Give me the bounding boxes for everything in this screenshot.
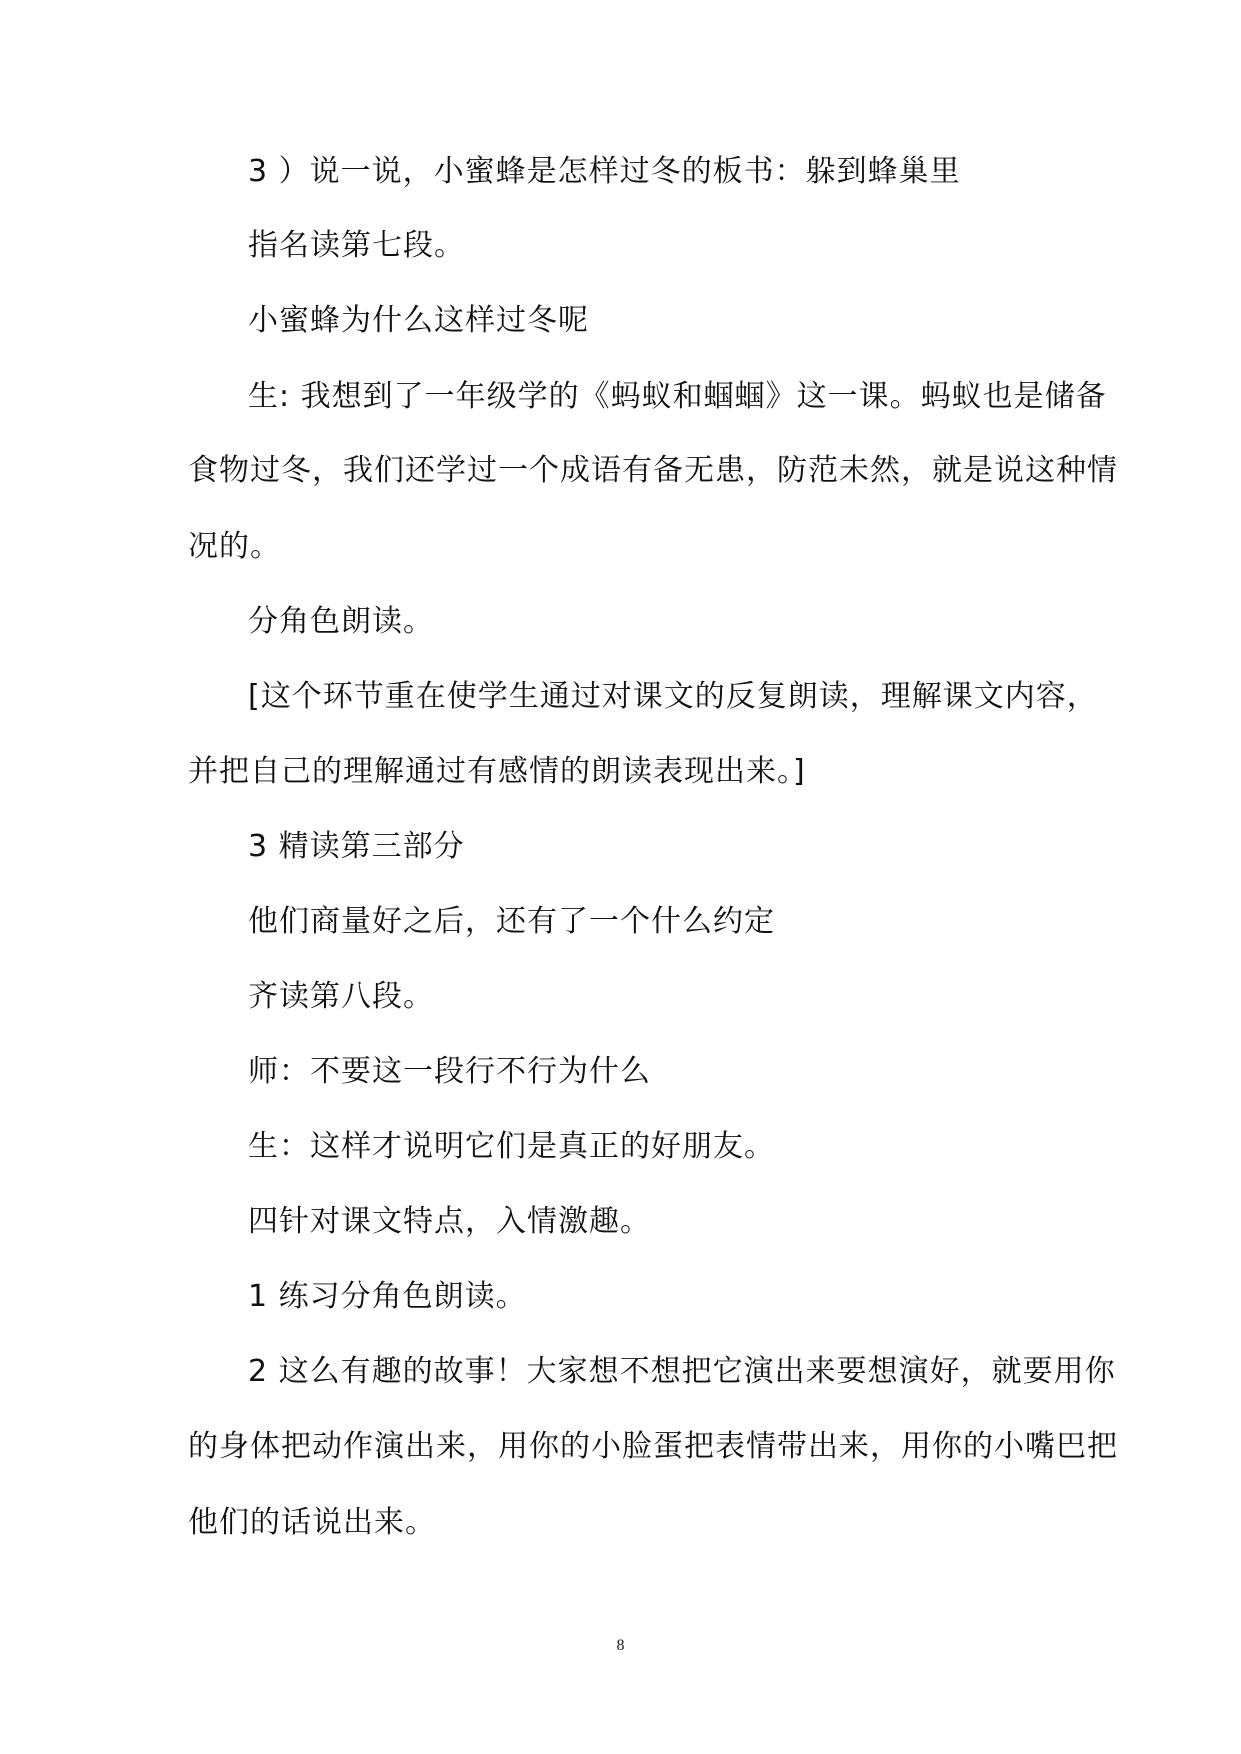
page-number: 8 [616,1637,625,1654]
text-line: [这个环节重在使学生通过对课文的反复朗读，理解课文内容， [248,679,1098,714]
text-line: 并把自己的理解通过有感情的朗读表现出来。] [188,754,806,789]
text-line: 他们的话说出来。 [188,1505,436,1540]
text-line: 师：不要这一段行不行为什么 [248,1054,651,1089]
text-line: 1 练习分角色朗读。 [248,1279,527,1314]
text-line: 分角色朗读。 [248,604,434,639]
text-line: 他们商量好之后，还有了一个什么约定 [248,904,775,939]
text-line: 小蜜蜂为什么这样过冬呢 [248,303,589,338]
text-line: 3 ）说一说，小蜜蜂是怎样过冬的板书：躲到蜂巢里 [248,154,961,189]
text-line: 生：这样才说明它们是真正的好朋友。 [248,1129,775,1164]
text-line: 食物过冬，我们还学过一个成语有备无患，防范未然，就是说这种情 [188,453,1118,488]
section-heading: 3 精读第三部分 [248,829,465,864]
text-line: 的身体把动作演出来，用你的小脸蛋把表情带出来，用你的小嘴巴把 [188,1429,1118,1464]
text-line: 况的。 [188,529,281,564]
text-line: 生: 我想到了一年级学的《蚂蚁和蝈蝈》这一课。蚂蚁也是储备 [248,379,1107,414]
text-line: 指名读第七段。 [248,228,465,263]
text-line: 齐读第八段。 [248,979,434,1014]
section-heading: 四针对课文特点，入情激趣。 [248,1204,651,1239]
text-line: 2 这么有趣的故事！大家想不想把它演出来要想演好，就要用你 [248,1354,1116,1389]
